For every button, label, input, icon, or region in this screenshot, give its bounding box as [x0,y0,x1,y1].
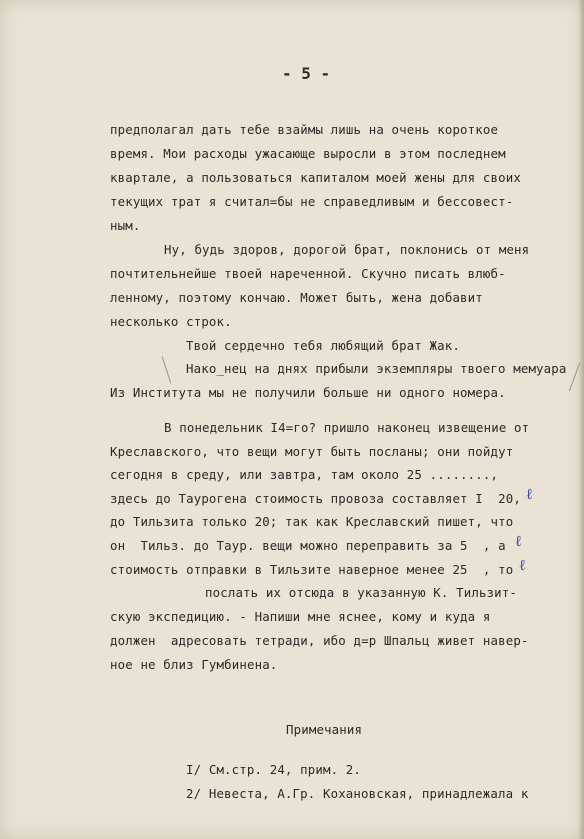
body-line: ленному, поэтому кончаю. Может быть, жена добавит [110,290,483,305]
margin-bracket [162,357,172,384]
body-line: квартале, а пользоваться капиталом моей жены для своих [110,170,521,185]
body-line: стоимость отправки в Тильзите наверное менее 25 , то [110,562,514,577]
handwritten-mark: ℓ [517,555,527,575]
body-line: Креславского, что вещи могут быть посланы; они пойдут [110,444,514,459]
notes-heading: Примечания [286,722,363,737]
body-line: скую экспедицию. - Напиши мне яснее, кому и куда я [110,609,491,624]
body-line: он Тильз. до Таур. вещи можно переправить за 5 , а [110,538,506,553]
body-line: послать их отсюда в указанную К. Тильзит- [205,585,518,600]
body-line: текущих трат я считал=бы не справедливым и бессовест- [110,194,514,209]
body-line: время. Мои расходы ужасающе выросли в этом последнем [110,146,506,161]
body-line: несколько строк. [110,314,232,329]
footnote-line: 2/ Невеста, А.Гр. Кохановская, принадлежала к [186,786,529,801]
body-line: Нако_нец на днях прибыли экземпляры твоего мемуара [186,361,567,376]
body-line: должен адресовать тетради, ибо д=р Шпальц живет навер- [110,633,529,648]
footnote-line: I/ См.стр. 24, прим. 2. [186,762,362,777]
body-line: В понедельник I4=го? пришло наконец извещение от [164,420,530,435]
body-line: до Тильзита только 20; так как Креславский пишет, что [110,514,514,529]
handwritten-mark: ℓ [524,484,534,504]
body-line: почтительнейше твоей нареченной. Скучно писать влюб- [110,266,506,281]
body-line: сегодня в среду, или завтра, там около 25 ........, [110,467,499,482]
body-line: Из Института мы не получили больше ни одного номера. [110,385,506,400]
handwritten-mark: ℓ [513,531,523,551]
page-edge-shadow [578,0,584,839]
signature-line: Твой сердечно тебя любящий брат Жак. [186,338,460,353]
body-line: ное не близ Гумбинена. [110,657,278,672]
body-line: предполагал дать тебе взаймы лишь на очень короткое [110,122,499,137]
body-line: ным. [110,218,141,233]
page-number: - 5 - [282,64,331,83]
body-line: здесь до Таурогена стоимость провоза составляет I 20, [110,491,521,506]
body-line: Ну, будь здоров, дорогой брат, поклонись от меня [164,242,530,257]
